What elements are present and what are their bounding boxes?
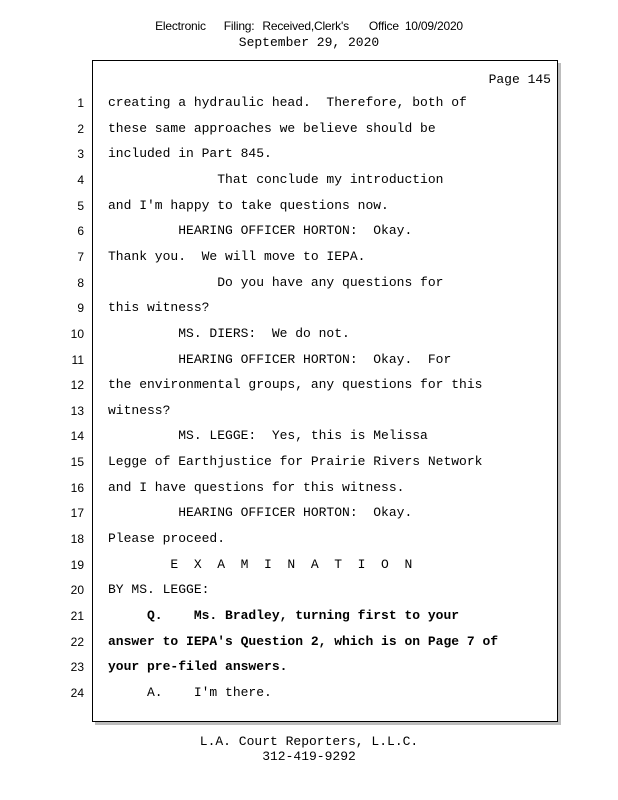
court-reporter-name: L.A. Court Reporters, L.L.C. — [199, 734, 419, 749]
line-number: 15 — [70, 455, 84, 470]
hearing-date: September 29, 2020 — [238, 35, 380, 50]
line-number: 1 — [77, 96, 84, 110]
line-number: 8 — [77, 275, 84, 290]
line-number: 10 — [70, 326, 84, 341]
line-number: 18 — [70, 532, 84, 547]
page-number: Page 145 — [488, 72, 551, 87]
line-text: the environmental groups, any questions for this — [108, 377, 483, 393]
line-number: 2 — [77, 121, 84, 136]
line-number: 24 — [70, 685, 84, 700]
line-number: 23 — [70, 660, 84, 675]
stamp-filing: Filing: — [223, 19, 255, 33]
line-text: Thank you. We will move to IEPA. — [108, 248, 366, 264]
line-text: Q. Ms. Bradley, turning first to your — [108, 608, 460, 623]
line-text: and I have questions for this witness. — [108, 479, 405, 495]
line-text: Legge of Earthjustice for Prairie Rivers Network — [108, 454, 483, 470]
line-number: 21 — [70, 609, 84, 623]
line-number: 6 — [77, 224, 84, 239]
line-text: creating a hydraulic head. Therefore, both of — [108, 95, 467, 110]
line-number: 5 — [77, 198, 84, 213]
line-number: 12 — [70, 378, 84, 393]
line-text: this witness? — [108, 300, 210, 316]
line-number: 13 — [70, 403, 84, 418]
line-text: answer to IEPA's Question 2, which is on Page 7 of — [108, 633, 499, 649]
line-number: 9 — [77, 301, 84, 316]
stamp-electronic: Electronic — [155, 19, 206, 33]
line-text: BY MS. LEGGE: — [108, 582, 210, 598]
stamp-date: 10/09/2020 — [404, 19, 463, 33]
line-text: MS. LEGGE: Yes, this is Melissa — [108, 428, 428, 444]
line-text: witness? — [108, 402, 171, 418]
line-text: your pre-filed answers. — [108, 659, 288, 675]
line-text: That conclude my introduction — [108, 171, 444, 187]
line-number: 4 — [77, 172, 84, 187]
line-number: 22 — [70, 634, 84, 649]
line-text: HEARING OFFICER HORTON: Okay. — [108, 223, 413, 239]
line-text: these same approaches we believe should be — [108, 120, 436, 136]
line-number: 7 — [77, 249, 84, 264]
stamp-received: Received,Clerk's — [262, 19, 349, 33]
line-number: 3 — [77, 147, 84, 162]
stamp-office: Office — [368, 19, 399, 33]
line-number: 17 — [70, 506, 84, 521]
line-text: included in Part 845. — [108, 146, 272, 162]
line-text: Please proceed. — [108, 531, 226, 547]
line-text: MS. DIERS: We do not. — [108, 325, 350, 341]
line-text: A. I'm there. — [108, 684, 272, 700]
line-text: and I'm happy to take questions now. — [108, 197, 389, 213]
line-number: 11 — [71, 352, 84, 367]
line-text: E X A M I N A T I O N — [108, 556, 413, 572]
line-text: Do you have any questions for — [108, 274, 444, 290]
line-number: 19 — [70, 557, 84, 572]
filing-stamp — [0, 19, 618, 33]
line-number: 14 — [70, 429, 84, 444]
line-text: HEARING OFFICER HORTON: Okay. For — [108, 351, 452, 367]
line-text: HEARING OFFICER HORTON: Okay. — [108, 505, 413, 521]
line-number: 20 — [70, 583, 84, 598]
court-reporter-phone: 312-419-9292 — [262, 749, 356, 764]
line-number: 16 — [70, 480, 84, 495]
